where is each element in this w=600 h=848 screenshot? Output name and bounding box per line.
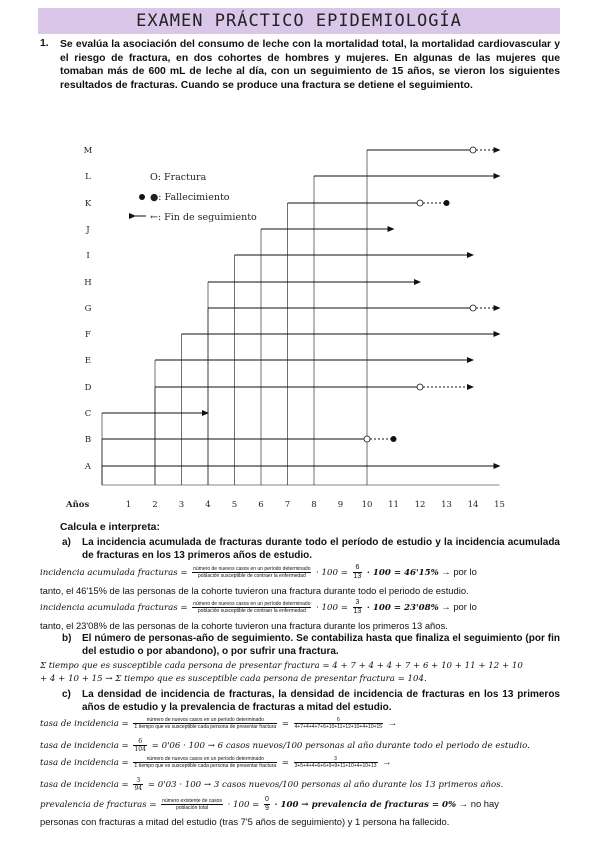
c-formula-1: tasa de incidencia = número de nuevos casos en un período determinado Σ tiempo que es susceptible cada persona de presentar fractura = $\frac{6}{4+7+4+4+7+6+10+11+12+10+4+10+15}$ → (40, 717, 398, 731)
c-prevalence: prevalencia de fracturas = $\frac{\text{número existente de casos}}{\text{población total}}$ · 100 = $\frac{0}{9}$ · 100 → prevalencia de fracturas = 0% → no hay (40, 796, 499, 812)
page-title: EXAMEN PRÁCTICO EPIDEMIOLOGÍA (136, 11, 462, 31)
x-tick-label: 14 (467, 500, 479, 510)
death-marker (391, 436, 397, 442)
x-tick-label: 13 (441, 500, 452, 510)
subject-label-e: E (84, 356, 92, 366)
b-line-2: + 4 + 10 + 15 → Σ tiempo que es susceptible cada persona de presentar fractura = 104. (40, 674, 427, 684)
c-formula-2: tasa de incidencia = $\frac{6}{104}$ = 0'06 · 100 → 6 casos nuevos/100 personas al año durante todo el periodo de estudio. (40, 738, 530, 753)
subject-label-k: K (84, 199, 92, 209)
subject-label-h: H (84, 278, 92, 288)
death-marker (444, 200, 450, 206)
x-tick-label: 5 (231, 500, 238, 510)
legend-end: ←: Fin de seguimiento (150, 212, 257, 223)
x-tick-label: 2 (152, 500, 158, 510)
subject-label-c: C (84, 409, 92, 419)
fracture-marker (417, 384, 423, 390)
x-axis-label: Años (66, 500, 90, 510)
x-tick-label: 4 (205, 500, 211, 510)
b-line-1: Σ tiempo que es susceptible cada persona de presentar fractura = 4 + 7 + 4 + 4 + 7 + 6 + 10 + 11 + 12 + 10 (40, 661, 523, 671)
x-tick-label: 1 (125, 500, 132, 510)
fracture-marker (470, 305, 476, 311)
x-tick-label: 15 (494, 500, 505, 510)
a-formula-1: incidencia acumulada fracturas = $\frac{\text{número de nuevos casos en un período determinado}}{\text{población susceptible de contraer la enfermedad}}$ · 100 = $\frac{6}{13}$ · 100 = 46'15% → por lo (40, 564, 477, 580)
x-tick-label: 10 (361, 500, 373, 510)
a-text: La incidencia acumulada de fracturas durante todo el período de estudio y la incidencia acumulada de fracturas en los 13 primeros años de estudio. (82, 537, 560, 561)
subject-label-b: B (84, 435, 92, 445)
subject-label-i: I (86, 251, 90, 261)
x-tick-label: 11 (388, 500, 399, 510)
b-text: El número de personas-año de seguimiento. Se contabiliza hasta que finaliza el seguimiento (por fin del estudio o por abandono), o por sufrir una fractura. (82, 633, 560, 657)
a-label: a) (62, 537, 71, 548)
x-tick-label: 6 (258, 500, 264, 510)
question-number: 1. (40, 38, 49, 49)
legend-death: ●: Fallecimiento (150, 192, 230, 203)
subject-label-f: F (85, 330, 91, 340)
subject-label-m: M (83, 146, 93, 156)
legend-fracture: O: Fractura (150, 172, 207, 183)
subject-label-l: L (85, 172, 91, 182)
subject-label-a: A (84, 462, 92, 472)
x-tick-label: 3 (178, 500, 185, 510)
x-tick-label: 8 (311, 500, 317, 510)
a-formula-2: incidencia acumulada fracturas = $\frac{\text{número de nuevos casos en un período determinado}}{\text{población susceptible de contraer la enfermedad}}$ · 100 = $\frac{3}{13}$ · 100 = 23'08% → por lo (40, 599, 477, 615)
c-formula-3: tasa de incidencia = número de nuevos casos en un período determinado Σ tiempo que es susceptible cada persona de presentar fractura = $\frac{3}{3+5+4+4+6+6+9+9+11+10+4+10+13}$ → (40, 756, 392, 770)
legend-death-dot (139, 194, 145, 200)
a-text-1: tanto, el 46'15% de las personas de la cohorte tuvieron una fractura durante todo el periodo de estudio. (40, 585, 469, 596)
subject-label-d: D (84, 383, 92, 393)
c-text: La densidad de incidencia de fracturas, la densidad de incidencia de fracturas en los 13 primeros años de estudio y la prevalencia de fracturas a mitad del estudio. (82, 689, 560, 713)
c-label: c) (62, 689, 71, 700)
c-formula-4: tasa de incidencia = $\frac{3}{94}$ = 0'03 · 100 → 3 casos nuevos/100 personas al año durante los 13 primeros años. (40, 777, 504, 792)
x-tick-label: 12 (414, 500, 426, 510)
c-text-end: personas con fracturas a mitad del estudio (tras 7'5 años de seguimiento) y 1 persona ha fallecido. (40, 816, 450, 827)
fracture-marker (364, 436, 370, 442)
fracture-marker (470, 147, 476, 153)
x-tick-label: 7 (284, 500, 291, 510)
a-text-2: tanto, el 23'08% de las personas de la cohorte tuvieron una fractura durante los primeros 13 años. (40, 620, 448, 631)
subject-label-j: J (86, 225, 90, 235)
b-label: b) (62, 633, 72, 644)
x-tick-label: 9 (337, 500, 344, 510)
fracture-marker (417, 200, 423, 206)
calc-heading: Calcula e interpreta: (60, 522, 160, 533)
subject-label-g: G (84, 304, 92, 314)
question-text: Se evalúa la asociación del consumo de leche con la mortalidad total, la mortalidad cardiovascular y el riesgo de fractura, en dos cohortes de hombres y mujeres. En algunas de las mujeres que tomaban más de 600 mL de leche al día, con un seguimiento de 15 años, se vieron los siguientes resultados de fracturas. Cuando se produce una fractura se detiene el seguimiento. (60, 39, 560, 91)
